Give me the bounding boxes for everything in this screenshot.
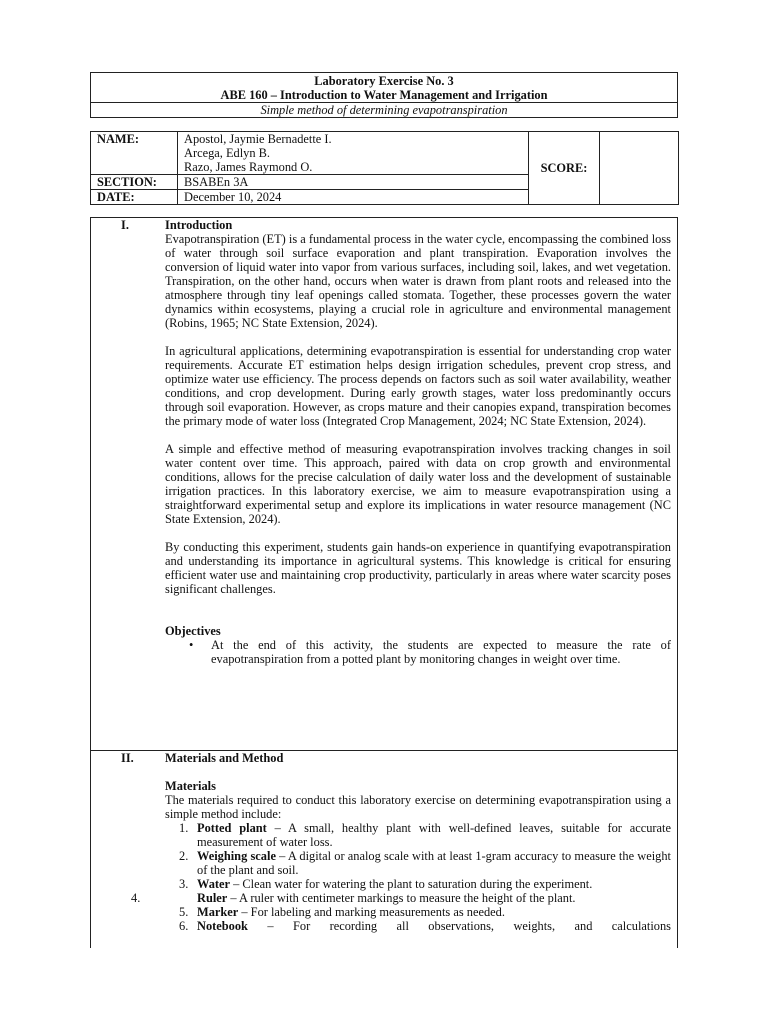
paragraph: Evapotranspiration (ET) is a fundamental process in the water cycle, encompassing the combined loss of water through soil surface evaporation and plant transpiration. Evaporation involves the conversion of liquid water into vapor from various surfaces, including soil, lakes, and wet vegetation. Transpiration, on the other hand, occurs when water is drawn from plant roots and released into the atmosphere through tiny leaf openings called stomata. Together, these processes govern the water dynamics within ecosystems, playing a crucial role in agriculture and environmental management (Robins, 1965; NC State Extension, 2024). xyxy=(165,232,671,330)
name-label: NAME: xyxy=(91,132,178,175)
date-value: December 10, 2024 xyxy=(178,190,529,205)
exercise-title: Laboratory Exercise No. 3 xyxy=(314,74,454,88)
paragraph: A simple and effective method of measuring evapotranspiration involves tracking changes in soil water content over time. This approach, paired with data on crop growth and environmental conditions, allows for the precise calculation of daily water loss and the development of sustainable irrigation practices. In this laboratory exercise, we aim to measure evapotranspiration using a straightforward experimental setup and explore its implications in water resource management (NC State Extension, 2024). xyxy=(165,442,671,526)
item-name: Notebook xyxy=(197,919,248,933)
item-name: Marker xyxy=(197,905,239,919)
course-title: ABE 160 – Introduction to Water Management and Irrigation xyxy=(220,88,548,102)
section-heading: Materials and Method xyxy=(165,751,284,765)
subtitle-cell xyxy=(91,103,678,118)
list-item xyxy=(165,849,671,877)
materials-method-section xyxy=(131,751,672,933)
list-item xyxy=(165,638,671,666)
item-name: Weighing scale xyxy=(197,849,276,863)
item-number: 3. xyxy=(179,877,189,891)
list-item xyxy=(165,905,671,919)
section-heading: Introduction xyxy=(165,218,233,232)
objective-text: At the end of this activity, the students are expected to measure the rate of evapotranspiration from a potted plant by monitoring changes in weight over time. xyxy=(211,638,671,666)
section-number: II. xyxy=(121,751,134,765)
item-description: – A ruler with centimeter markings to measure the height of the plant. xyxy=(227,891,576,905)
materials-heading: Materials xyxy=(165,779,216,793)
title-table xyxy=(90,72,678,118)
list-item xyxy=(131,891,671,905)
item-name: Potted plant xyxy=(197,821,267,835)
item-number: 6. xyxy=(179,919,189,933)
paragraph: By conducting this experiment, students gain hands-on experience in quantifying evapotranspiration and understanding its importance in agricultural systems. This knowledge is critical for ensuring efficient water use and maintaining crop productivity, particularly in areas where water scarcity poses significant challenges. xyxy=(165,540,671,596)
bullet-icon: • xyxy=(189,638,194,652)
exercise-subtitle: Simple method of determining evapotranspiration xyxy=(260,103,508,117)
title-cell xyxy=(91,73,678,103)
objectives-heading: Objectives xyxy=(165,624,221,638)
item-description: – Clean water for watering the plant to saturation during the experiment. xyxy=(230,877,593,891)
item-number: 2. xyxy=(179,849,189,863)
section-label: SECTION: xyxy=(91,175,178,190)
member-name: Apostol, Jaymie Bernadette I. xyxy=(184,132,332,146)
paragraph: The materials required to conduct this laboratory exercise on determining evapotranspiration using a simple method include: xyxy=(165,793,671,821)
list-item xyxy=(165,919,671,933)
body-table xyxy=(90,217,678,948)
score-label: SCORE: xyxy=(529,132,600,205)
item-description: – A small, healthy plant with well-defined leaves, suitable for accurate measurement of water loss. xyxy=(197,821,672,849)
item-description: – For labeling and marking measurements as needed. xyxy=(238,905,505,919)
paragraph: In agricultural applications, determining evapotranspiration is essential for understanding crop water requirements. Accurate ET estimation helps design irrigation schedules, prevent crop stress, and optimize water use efficiency. The process depends on factors such as soil water availability, weather conditions, and crop development. During early growth stages, water loss predominantly occurs through soil evaporation. However, as crops mature and their canopies expand, transpiration becomes the primary mode of water loss (Integrated Crop Management, 2024; NC State Extension, 2024). xyxy=(165,344,671,428)
section-number: I. xyxy=(121,218,129,232)
section-value: BSABEn 3A xyxy=(178,175,529,190)
item-number: 4. xyxy=(131,891,141,905)
item-name: Ruler xyxy=(197,891,228,905)
member-name: Razo, James Raymond O. xyxy=(184,160,313,174)
item-description: – For recording all observations, weights, and calculations xyxy=(247,919,671,933)
item-description: – A digital or analog scale with at least 1-gram accuracy to measure the weight of the plant and soil. xyxy=(197,849,672,877)
item-number: 1. xyxy=(179,821,189,835)
introduction-section xyxy=(165,218,671,666)
member-name: Arcega, Edlyn B. xyxy=(184,146,271,160)
item-name: Water xyxy=(197,877,231,891)
list-item xyxy=(165,877,671,891)
list-item xyxy=(165,821,671,849)
names-cell xyxy=(178,132,529,175)
score-value xyxy=(600,132,679,205)
item-number: 5. xyxy=(179,905,189,919)
date-label: DATE: xyxy=(91,190,178,205)
info-table xyxy=(90,131,679,205)
